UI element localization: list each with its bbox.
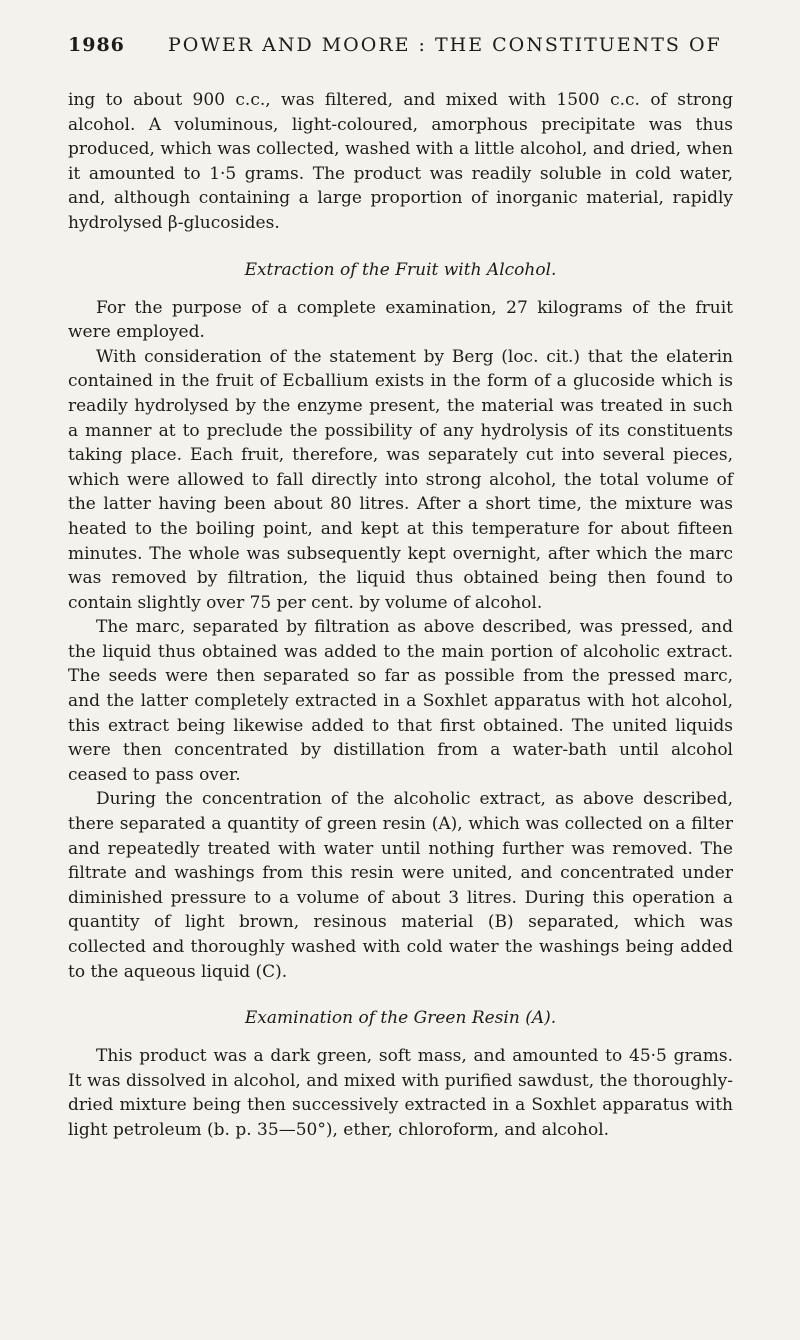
paragraph-concentration: During the concentration of the alcoholic extract, as above described, there separated a quantity of green resin (A), which was collected on a filter and repeatedly treated with water until nothing further was removed. The filtrate and washings from this resin were united, and concentrated under diminished pressure to a volume of about 3 litres. During this operation a quantity of light brown, resinous material (B) separated, which was collected and thoroughly washed with cold water the washings being added to the aqueous liquid (C).: [68, 789, 733, 982]
page-number: 1986: [68, 34, 125, 56]
section-heading-extraction: Extraction of the Fruit with Alcohol.: [244, 259, 557, 280]
paragraph-berg-statement: With consideration of the statement by Berg (loc. cit.) that the elaterin contained in the fruit of Ecballium exists in the form of a glucoside which is readily hydrolysed by the enzyme present, the material was treated in such a manner at to preclude the possibility of any hydrolysis of its constituents taking place. Each fruit, therefore, was separately cut into several pieces, which were allowed to fall directly into strong alcohol, the total volume of the latter having been about 80 litres. After a short time, the mixture was heated to the boiling point, and kept at this temperature for about fifteen minutes. The whole was subsequently kept overnight, after which the marc was removed by filtration, the liquid thus obtained being then found to contain slightly over 75 per cent. by volume of alcohol.: [68, 346, 733, 613]
running-head-title: POWER AND MOORE : THE CONSTITUENTS OF: [168, 34, 722, 56]
paragraph-marc: The marc, separated by filtration as above described, was pressed, and the liquid thus obtained was added to the main portion of alcoholic extract. The seeds were then separated so far as possible from the pressed marc, and the latter completely extracted in a Soxhlet apparatus with hot alcohol, this extract being likewise added to that first obtained. The united liquids were then concentrated by distillation from a water-bath until alcohol ceased to pass over.: [68, 617, 733, 785]
body-text: [68, 88, 733, 1143]
running-head: [68, 34, 728, 56]
paragraph-purpose: For the purpose of a complete examination, 27 kilograms of the fruit were employed.: [68, 297, 733, 343]
paragraph-green-resin: This product was a dark green, soft mass, and amounted to 45·5 grams. It was dissolved in alcohol, and mixed with purified sawdust, the thoroughly-dried mixture being then successively extracted in a Soxhlet apparatus with light petroleum (b. p. 35—50°), ether, chloroform, and alcohol.: [68, 1046, 733, 1140]
paragraph-continuation: ing to about 900 c.c., was filtered, and mixed with 1500 c.c. of strong alcohol. A voluminous, light-coloured, amorphous precipitate was thus produced, which was collected, washed with a little alcohol, and dried, when it amounted to 1·5 grams. The product was readily soluble in cold water, and, although containing a large proportion of inorganic material, rapidly hydrolysed β-glucosides.: [68, 90, 733, 233]
section-heading-green-resin: Examination of the Green Resin (A).: [244, 1008, 557, 1029]
